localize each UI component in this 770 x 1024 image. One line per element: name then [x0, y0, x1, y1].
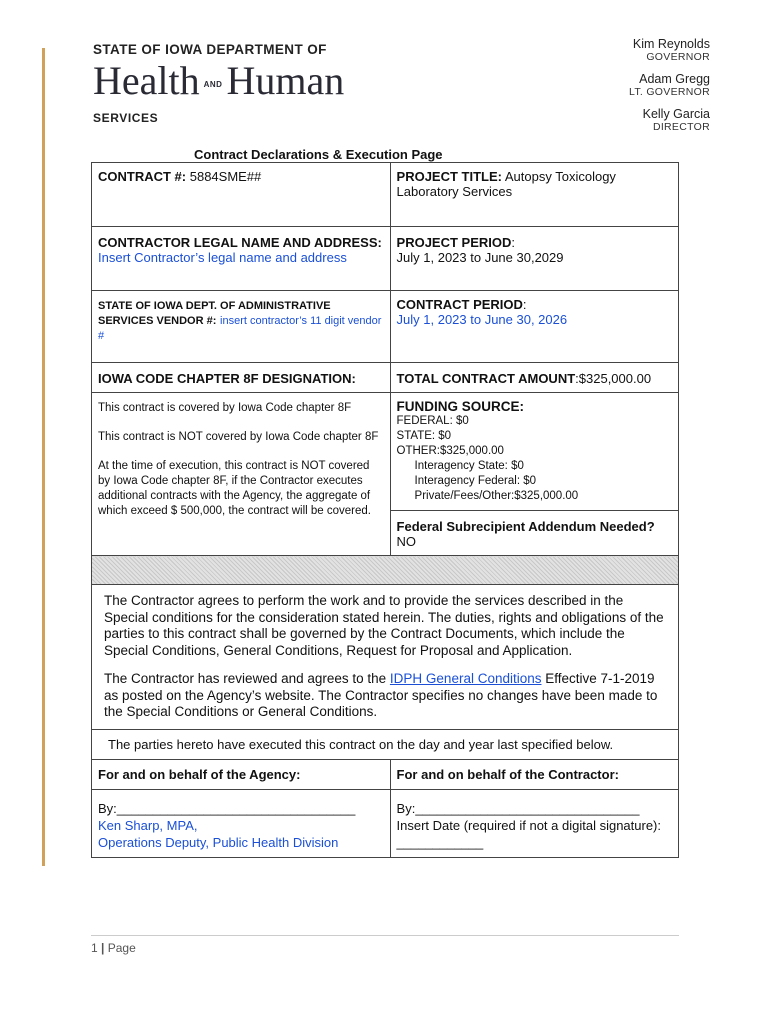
project-period-colon: : — [511, 235, 516, 250]
code-covered-option[interactable]: This contract is covered by Iowa Code chapter 8F — [98, 402, 352, 414]
funding-interagency-state: Interagency State: $0 — [414, 460, 524, 472]
agency-signature-cell — [92, 789, 391, 857]
logo-services: SERVICES — [93, 110, 159, 125]
executed-statement: The parties hereto have executed this contract on the day and year last specified below. — [108, 736, 614, 752]
agency-sign-label: For and on behalf of the Agency: — [98, 766, 301, 782]
funding-private: Private/Fees/Other:$325,000.00 — [414, 490, 579, 502]
subrecipient-label: Federal Subrecipient Addendum Needed? — [396, 519, 655, 534]
total-amount-label: TOTAL CONTRACT AMOUNT — [396, 371, 576, 386]
agreement-cell — [92, 585, 679, 730]
contract-period-label: CONTRACT PERIOD — [396, 297, 523, 312]
vendor-cell — [92, 291, 391, 363]
subrecipient-cell — [390, 511, 678, 556]
project-title-label: PROJECT TITLE: — [396, 169, 502, 184]
vendor-value[interactable]: insert contractor’s 11 digit vendor # — [98, 315, 382, 342]
contractor-sign-label: For and on behalf of the Contractor: — [396, 766, 619, 782]
project-period-label: PROJECT PERIOD — [396, 235, 512, 250]
contractor-label: CONTRACTOR LEGAL NAME AND ADDRESS: — [98, 235, 382, 250]
iowa-code-options-cell — [92, 393, 391, 556]
iowa-code-label: IOWA CODE CHAPTER 8F DESIGNATION: — [98, 371, 356, 386]
code-execution-option[interactable]: At the time of execution, this contract is NOT covered by Iowa Code chapter 8F, if the Contractor executes additional contracts with the Agency, the aggregate of which exceed $ 500,000, the contract will be covered. — [98, 460, 371, 517]
agreement-paragraph-2-start: The Contractor has reviewed and agrees to the — [104, 671, 390, 686]
total-amount-value: :$325,000.00 — [575, 371, 652, 386]
page-label: Page — [107, 941, 136, 955]
vendor-label: STATE OF IOWA DEPT. OF ADMINISTRATIVE SERVICES VENDOR #: — [98, 300, 331, 327]
project-title-cell — [390, 163, 678, 227]
page-number: 1 — [91, 941, 98, 955]
contractor-signature-cell — [390, 789, 678, 857]
accent-bar — [42, 48, 45, 866]
logo-line1: STATE OF IOWA DEPARTMENT OF — [93, 42, 327, 57]
page-title: Contract Declarations & Execution Page — [194, 147, 443, 162]
agreement-paragraph-2-end: Effective 7-1-2019 as posted on the Agency’s website. The Contractor specifies no changes have been made to the Special Conditions or General Conditions. — [104, 671, 658, 719]
project-period-value: July 1, 2023 to June 30,2029 — [396, 250, 564, 265]
executed-cell — [92, 729, 679, 759]
idph-general-conditions-link[interactable]: IDPH General Conditions — [389, 671, 542, 686]
contractor-value[interactable]: Insert Contractor’s legal name and address — [98, 250, 347, 265]
declarations-table — [91, 162, 679, 858]
official-title: DIRECTOR — [652, 121, 710, 133]
subrecipient-value: NO — [396, 534, 417, 549]
funding-state: STATE: $0 — [396, 430, 452, 442]
page-separator: | — [101, 941, 105, 955]
footer-divider — [91, 935, 679, 936]
agency-signature-line[interactable]: By:_________________________________ — [98, 800, 356, 816]
official-name: Kim Reynolds — [632, 37, 710, 51]
agreement-paragraph-1: The Contractor agrees to perform the work and to provide the services described in the Special conditions for the consideration stated herein. The duties, rights and obligations of the parties to this contract shall be governed by the Contract Documents, which include the Special Conditions, General Conditions, Request for Proposal and Application. — [104, 593, 664, 658]
official-title: LT. GOVERNOR — [628, 86, 710, 98]
agency-logo — [93, 42, 344, 125]
contractor-date-field[interactable]: Insert Date (required if not a digital signature): ____________ — [396, 817, 661, 850]
logo-health: Health — [93, 58, 200, 103]
contract-number-value: 5884SME## — [189, 169, 262, 184]
funding-other: OTHER:$325,000.00 — [396, 445, 504, 457]
agency-signer-name: Ken Sharp, MPA, — [98, 817, 198, 833]
contract-period-colon: : — [522, 297, 527, 312]
page-footer — [91, 941, 136, 955]
officials-block — [629, 37, 710, 142]
hatched-divider — [92, 556, 679, 585]
official-name: Adam Gregg — [639, 72, 710, 86]
contract-number-cell — [92, 163, 391, 227]
agency-sign-header — [92, 759, 391, 789]
contractor-cell — [92, 227, 391, 291]
contract-period-cell — [390, 291, 678, 363]
total-amount-cell — [390, 363, 678, 393]
funding-interagency-federal: Interagency Federal: $0 — [414, 475, 536, 487]
funding-source-label: FUNDING SOURCE: — [396, 399, 525, 414]
logo-health-human — [93, 58, 345, 105]
logo-human: Human — [226, 58, 345, 103]
project-title-value: Autopsy Toxicology Laboratory Services — [396, 169, 616, 199]
project-period-cell — [390, 227, 678, 291]
funding-source-cell — [390, 393, 678, 511]
contractor-signature-line[interactable]: By:_______________________________ — [396, 800, 640, 816]
agency-signer-title: Operations Deputy, Public Health Division — [98, 834, 339, 850]
official-title: GOVERNOR — [646, 51, 710, 63]
logo-and: AND — [203, 79, 223, 89]
code-not-covered-option[interactable]: This contract is NOT covered by Iowa Code chapter 8F — [98, 431, 379, 443]
iowa-code-header-cell — [92, 363, 391, 393]
contract-number-label: CONTRACT #: — [98, 169, 187, 184]
funding-federal: FEDERAL: $0 — [396, 415, 469, 427]
contractor-sign-header — [390, 759, 678, 789]
agreement-paragraph-2 — [104, 671, 666, 721]
official-name: Kelly Garcia — [642, 107, 710, 121]
contract-period-value: July 1, 2023 to June 30, 2026 — [396, 312, 568, 327]
